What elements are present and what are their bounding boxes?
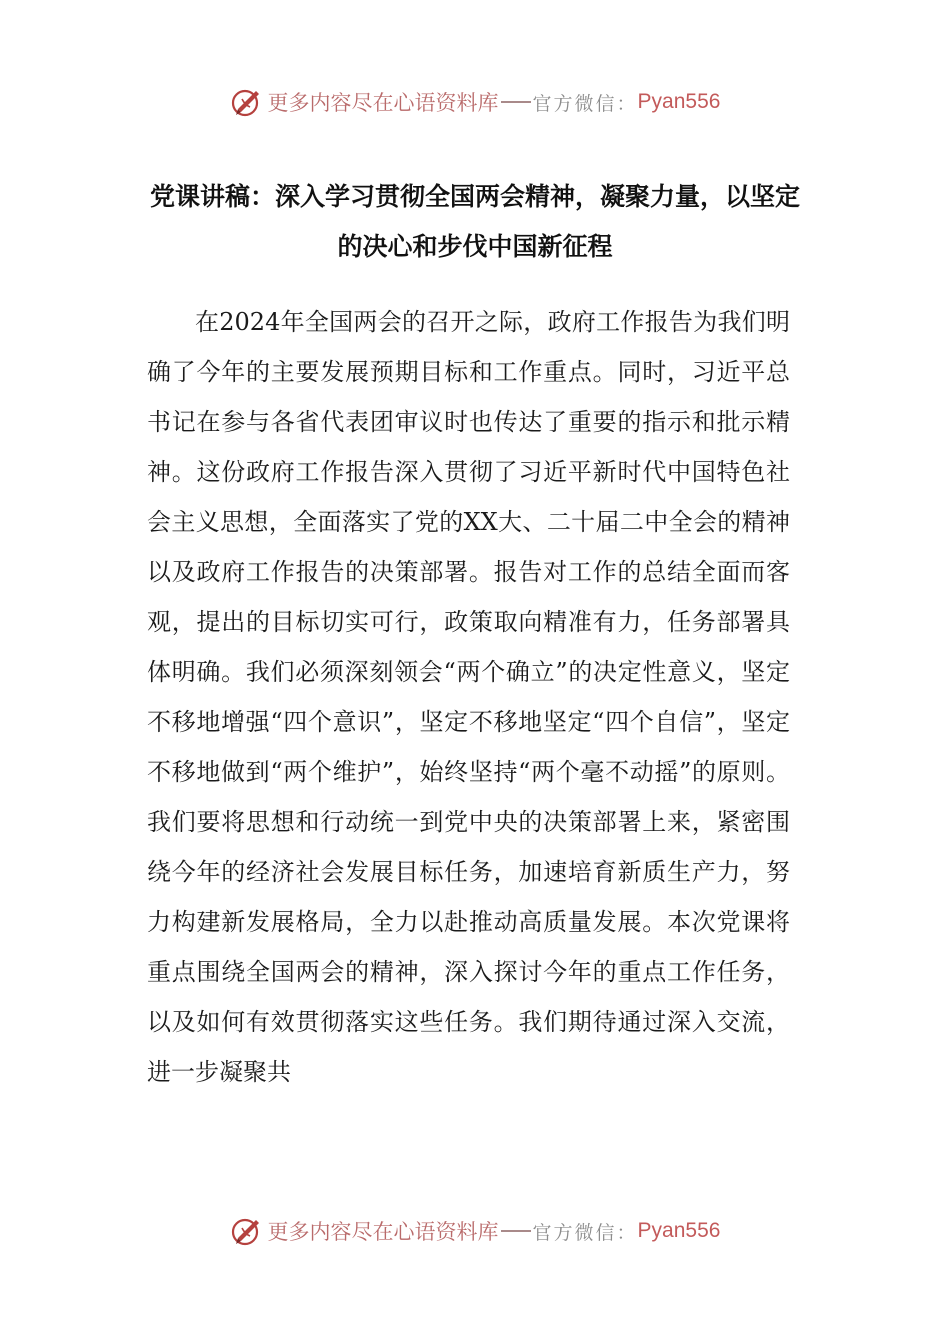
footer-wechat-id: Pyan556 [637,1219,721,1242]
header-wechat-id: Pyan556 [637,90,721,113]
footer-slogan: 更多内容尽在心语资料库 [267,1220,499,1244]
document-title: 党课讲稿：深入学习贯彻全国两会精神，凝聚力量，以坚定的决心和步伐中国新征程 [150,182,801,261]
header-banner [0,82,950,122]
body-paragraph: 在2024年全国两会的召开之际，政府工作报告为我们明确了今年的主要发展预期目标和工作重点。同时，习近平总书记在参与各省代表团审议时也传达了重要的指示和批示精神。这份政府工作报告深入贯彻了习近平新时代中国特色社会主义思想，全面落实了党的XX大、二十届二中全会的精神以及政府工作报告的决策部署。报告对工作的总结全面而客观，提出的目标切实可行，政策取向精准有力，任务部署具体明确。我们必须深刻领会“两个确立”的决定性意义，坚定不移地增强“四个意识”，坚定不移地坚定“四个自信”，坚定不移地做到“两个维护”，始终坚持“两个毫不动摇”的原则。我们要将思想和行动统一到党中央的决策部署上来，紧密围绕今年的经济社会发展目标任务，加速培育新质生产力，努力构建新发展格局，全力以赴推动高质量发展。本次党课将重点围绕全国两会的精神，深入探讨今年的重点工作任务，以及如何有效贯彻落实这些任务。我们期待通过深入交流，进一步凝聚共 [147,308,790,1086]
footer-dash [501,1230,531,1232]
footer-official-label: 官方微信： [532,1221,638,1244]
footer-banner [0,1211,950,1251]
header-slogan: 更多内容尽在心语资料库 [267,91,499,115]
pen-logo-icon [230,85,264,119]
pen-logo-icon [230,1214,264,1248]
header-official-label: 官方微信： [532,92,638,115]
header-dash [501,101,531,103]
